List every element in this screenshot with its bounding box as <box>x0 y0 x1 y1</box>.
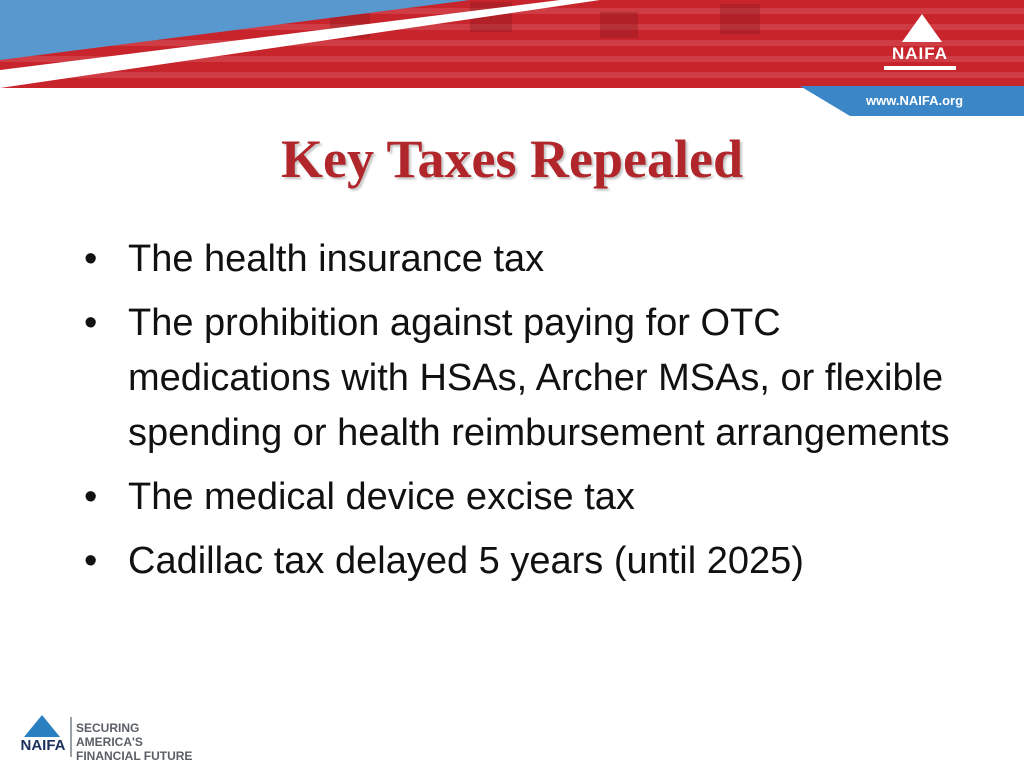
tagline-line-1: SECURING AMERICA'S <box>76 721 143 749</box>
logo-underline <box>884 66 956 70</box>
website-url: www.NAIFA.org <box>866 93 964 108</box>
footer-tagline <box>76 721 208 763</box>
bullet-list <box>84 232 964 598</box>
triangle-icon <box>902 14 942 42</box>
bullet-text: The health insurance tax <box>128 238 545 280</box>
naifa-logo-footer <box>8 713 208 761</box>
bullet-item <box>84 296 964 461</box>
triangle-icon <box>24 715 60 737</box>
bullet-icon: • <box>84 302 98 344</box>
bullet-text: The prohibition against paying for OTC medications with HSAs, Archer MSAs, or flexible spending or health reimbursement arrangements <box>128 302 950 454</box>
naifa-logo-top <box>870 14 970 76</box>
bullet-text: The medical device excise tax <box>128 476 635 518</box>
bullet-icon: • <box>84 540 98 582</box>
slide-title: Key Taxes Repealed <box>280 129 743 189</box>
divider <box>70 717 72 757</box>
footer-logo-wordmark: NAIFA <box>20 737 66 754</box>
bullet-text: Cadillac tax delayed 5 years (until 2025) <box>128 540 804 582</box>
logo-wordmark: NAIFA <box>892 44 948 63</box>
bullet-item <box>84 232 964 287</box>
tagline-line-2: FINANCIAL FUTURE <box>76 749 193 763</box>
bullet-icon: • <box>84 238 98 280</box>
bullet-icon: • <box>84 476 98 518</box>
bullet-item <box>84 534 964 589</box>
bullet-item <box>84 470 964 525</box>
